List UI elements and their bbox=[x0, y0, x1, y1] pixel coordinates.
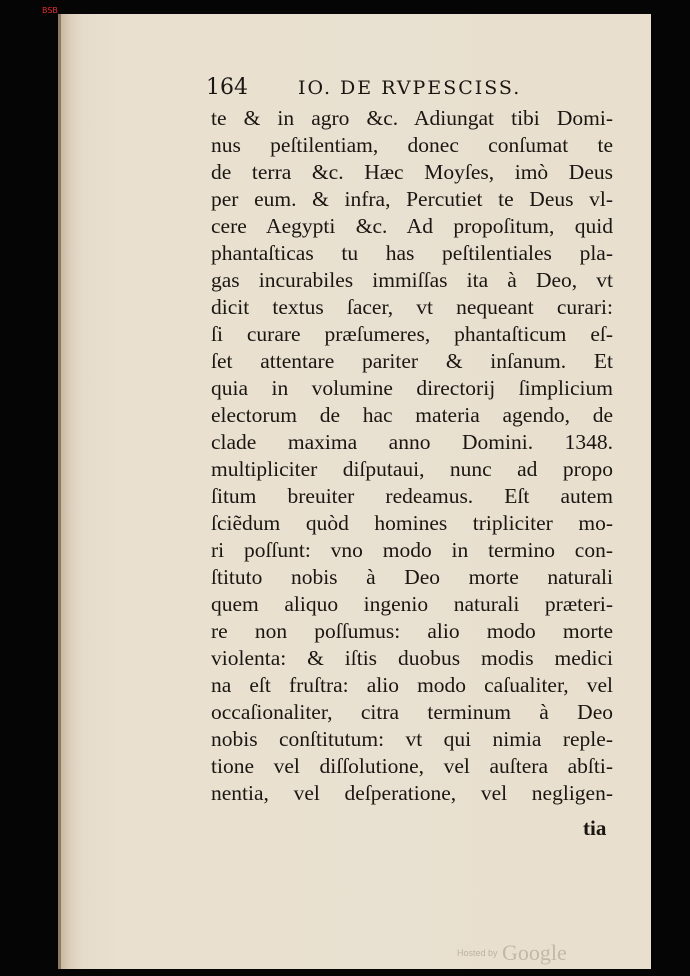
text-line: multipliciter diſputaui, nunc ad propo bbox=[211, 457, 613, 481]
page-header bbox=[206, 75, 586, 105]
text-line: ſet attentare pariter & inſanum. Et bbox=[211, 349, 613, 373]
text-line: de terra &c. Hæc Moyſes, imò Deus bbox=[211, 160, 613, 184]
text-line: na eſt fruſtra: alio modo caſualiter, vel bbox=[211, 673, 613, 697]
text-line: quia in volumine directorij ſimplicium bbox=[211, 376, 613, 400]
text-line: ſitum breuiter redeamus. Eſt autem bbox=[211, 484, 613, 508]
text-line: re non poſſumus: alio modo morte bbox=[211, 619, 613, 643]
text-line: tione vel diſſolutione, vel auſtera abſti- bbox=[211, 754, 613, 778]
text-line: nentia, vel deſperatione, vel negligen- bbox=[211, 781, 613, 805]
text-line: ſi curare præſumeres, phantaſticum eſ- bbox=[211, 322, 613, 346]
watermark-prefix: Hosted by bbox=[457, 948, 498, 958]
text-line: violenta: & iſtis duobus modis medici bbox=[211, 646, 613, 670]
text-line: gas incurabiles immiſſas ita à Deo, vt bbox=[211, 268, 613, 292]
text-line: per eum. & infra, Percutiet te Deus vl- bbox=[211, 187, 613, 211]
catchword: tia bbox=[583, 816, 607, 840]
text-line: quem aliquo ingenio naturali præteri- bbox=[211, 592, 613, 616]
text-line: occaſionaliter, citra terminum à Deo bbox=[211, 700, 613, 724]
text-line: te & in agro &c. Adiungat tibi Domi- bbox=[211, 106, 613, 130]
text-line: ſtituto nobis à Deo morte naturali bbox=[211, 565, 613, 589]
google-logo: Google bbox=[501, 940, 567, 965]
text-line: nobis conſtitutum: vt qui nimia reple- bbox=[211, 727, 613, 751]
text-line: ſciẽdum quòd homines tripliciter mo- bbox=[211, 511, 613, 535]
hosted-by-watermark bbox=[457, 940, 567, 966]
body-text bbox=[211, 105, 616, 807]
text-line: ri poſſunt: vno modo in termino con- bbox=[211, 538, 613, 562]
text-line: cere Aegypti &c. Ad propoſitum, quid bbox=[211, 214, 613, 238]
text-line: nus peſtilentiam, donec conſumat te bbox=[211, 133, 613, 157]
text-line: dicit textus ſacer, vt nequeant curari: bbox=[211, 295, 613, 319]
running-head: IO. DE RVPESCISS. bbox=[298, 77, 522, 99]
page-number: 164 bbox=[206, 75, 248, 100]
text-line: clade maxima anno Domini. 1348. bbox=[211, 430, 613, 454]
library-mark: BSB bbox=[42, 6, 58, 15]
text-line: phantaſticas tu has peſtilentiales pla- bbox=[211, 241, 613, 265]
text-line: electorum de hac materia agendo, de bbox=[211, 403, 613, 427]
